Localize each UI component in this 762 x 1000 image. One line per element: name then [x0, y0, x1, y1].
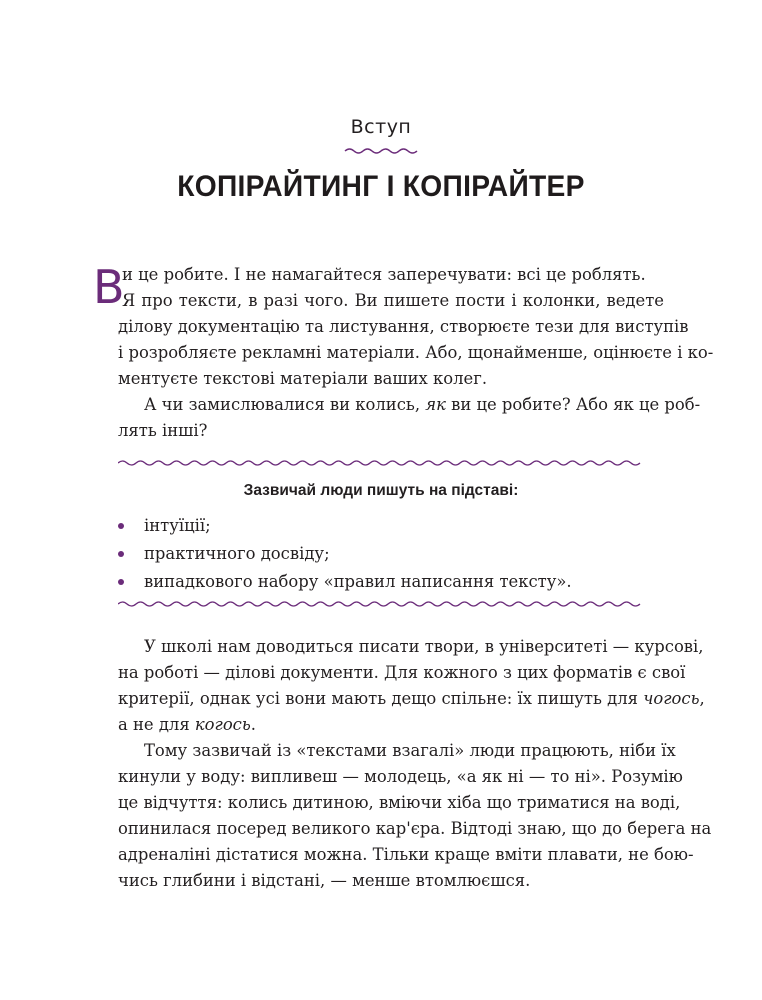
title-wave-divider [344, 147, 418, 155]
question-line-1 [144, 392, 701, 418]
chapter-label: Вступ [350, 116, 412, 138]
intro-line-3: ділову документацію та листування, створюєте тези для виступів [118, 317, 689, 336]
bullet-icon [118, 523, 124, 529]
school-line-1: У школі нам доводиться писати твори, в університеті — курсові, [144, 637, 704, 656]
bullet-icon [118, 579, 124, 585]
swimming-line-5: адреналіні дістатися можна. Тільки краще вміти плавати, не бою- [118, 845, 694, 864]
intro-line-4: і розробляєте рекламні матеріали. Або, щонайменше, оцінюєте і ко- [118, 343, 714, 362]
question-text-after: ви це робите? Або як це роб- [445, 395, 701, 414]
school-line-3-before: критерії, однак усі вони мають дещо спільне: їх пишуть для [118, 689, 644, 708]
box-heading: Зазвичай люди пишуть на підставі: [243, 482, 519, 499]
question-emphasis: як [425, 395, 446, 414]
school-line-3 [118, 686, 705, 712]
chapter-title: КОПІРАЙТИНГ І КОПІРАЙТЕР [177, 170, 585, 203]
intro-line-2: Я про тексти, в разі чого. Ви пишете пости і колонки, ведете [122, 291, 664, 310]
school-emphasis-1: чогось [643, 689, 700, 708]
question-line-2: лять інші? [118, 421, 208, 440]
swimming-line-4: опинилася посеред великого кар'єра. Відтоді знаю, що до берега на [118, 819, 712, 838]
school-line-4-before: а не для [118, 715, 195, 734]
school-line-3-after: , [699, 689, 705, 708]
school-emphasis-2: когось [194, 715, 251, 734]
bullet-text: випадкового набору «правил написання тексту». [144, 572, 572, 591]
intro-line-1: и це робите. І не намагайтеся заперечувати: всі це роблять. [122, 265, 646, 284]
box-bottom-wave-divider [118, 600, 644, 608]
bullet-text: практичного досвіду; [144, 544, 330, 563]
swimming-line-1: Тому зазвичай із «текстами взагалі» люди працюють, ніби їх [144, 741, 676, 760]
box-top-wave-divider [118, 459, 644, 467]
intro-line-5: ментуєте текстові матеріали ваших колег. [118, 369, 488, 388]
school-line-4-after: . [250, 715, 257, 734]
school-line-2: на роботі — ділові документи. Для кожного з цих форматів є свої [118, 663, 686, 682]
bullet-icon [118, 551, 124, 557]
drop-cap: В [93, 260, 125, 314]
swimming-line-3: це відчуття: колись дитиною, вміючи хіба що триматися на воді, [118, 793, 681, 812]
bullet-text: інтуїції; [144, 516, 211, 535]
school-line-4 [118, 712, 664, 738]
swimming-line-2: кинули у воду: випливеш — молодець, «а як ні — то ні». Розумію [118, 767, 683, 786]
question-text-before: А чи замислювалися ви колись, [144, 395, 426, 414]
swimming-line-6: чись глибини і відстані, — менше втомлюєшся. [118, 871, 531, 890]
